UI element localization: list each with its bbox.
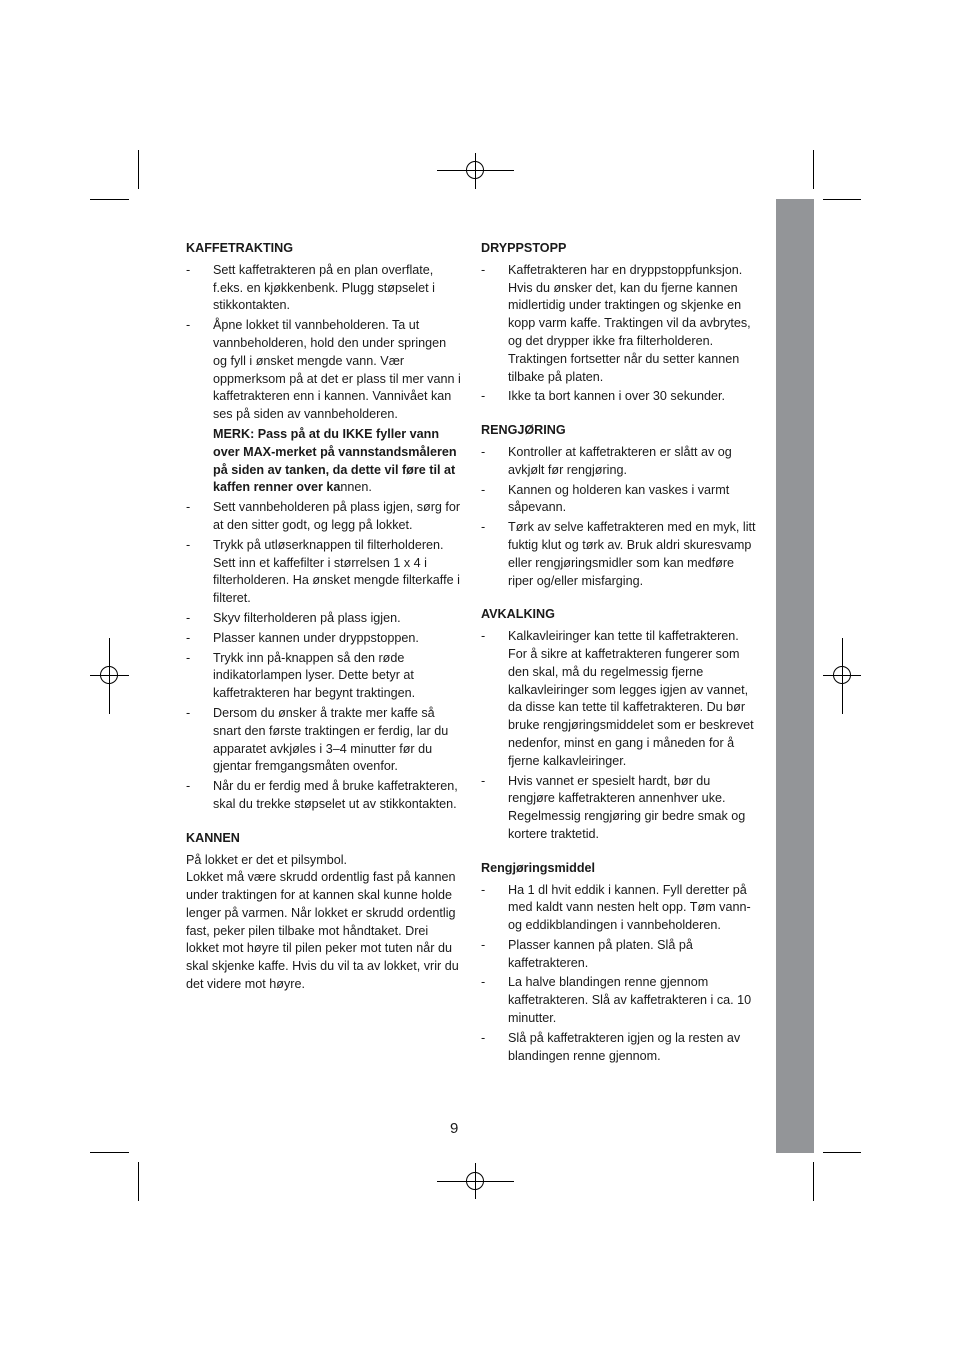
- list-item: - Tørk av selve kaffetrakteren med en myk, litt fuktig klut og tørk av. Bruk aldri skuresvamp eller rengjøringsmidler som kan medføre riper og/eller misfarging.: [481, 520, 756, 588]
- section-heading-kannen: KANNEN: [186, 830, 240, 845]
- section-heading-avkalking: AVKALKING: [481, 607, 555, 622]
- list-item: - Sett vannbeholderen på plass igjen, sørg for at den sitter godt, og legg på lokket.: [186, 500, 461, 532]
- list-item: - Kontroller at kaffetrakteren er slått av og avkjølt før rengjøring.: [481, 444, 732, 477]
- crop-mark: [90, 199, 129, 200]
- list-item: - Slå på kaffetrakteren igjen og la resten av blandingen renne gjennom.: [481, 1030, 741, 1063]
- list-rengjoringsmiddel: [481, 882, 756, 1066]
- crop-mark: [138, 1162, 139, 1201]
- page-number: 9: [450, 1120, 459, 1137]
- crop-mark: [138, 150, 139, 189]
- list-item: - Kannen og holderen kan vaskes i varmt såpevann.: [481, 482, 730, 515]
- crop-mark: [813, 150, 814, 189]
- crop-mark: [813, 1162, 814, 1201]
- section-heading-rengjoring: RENGJØRING: [481, 423, 566, 438]
- section-heading-rengjoringsmiddel: Rengjøringsmiddel: [481, 860, 596, 875]
- kannen-line1: På lokket er det et pilsymbol.: [186, 852, 347, 867]
- list-item: - Åpne lokket til vannbeholderen. Ta ut vannbeholderen, hold den under springen og fyll i ønsket mengde vann. Vær oppmerksom på at det er plass til mer vann i kaffetrakteren enn i kannen. Vannivået kan ses på siden av vannbeholderen.: [186, 318, 461, 422]
- list-item: - Hvis vannet er spesielt hardt, bør du rengjøre kaffetrakteren annenhver uke. Regelmessig rengjøring gir bedre smak og kortere traktetid.: [481, 773, 746, 841]
- crop-mark: [823, 1152, 861, 1153]
- list-kaffetrakting: [186, 262, 461, 424]
- list-item: - Kalkavleiringer kan tette til kaffetrakteren. For å sikre at kaffetrakteren fungerer som den skal, må du regelmessig fjerne kalkavleiringer som legges igjen av vannet, da disse kan tette til kaffetrakteren. Du bør bruke rengjøringsmiddelet som er beskrevet nedenfor, minst en gang i måneden for å fjerne kalkavleiringer.: [481, 629, 754, 768]
- list-kaffetrakting-2: [186, 499, 461, 814]
- list-item: - Plasser kannen under dryppstoppen.: [186, 630, 419, 645]
- list-item: - Plasser kannen på platen. Slå på kaffetrakteren.: [481, 937, 693, 970]
- list-item: - Dersom du ønsker å trakte mer kaffe så snart den første traktingen er ferdig, lar du apparatet avkjøles i 3–4 minutter før du gjentar fremgangsmåten ovenfor.: [186, 705, 449, 774]
- list-item: - Kaffetrakteren har en dryppstoppfunksjon. Hvis du ønsker det, kan du fjerne kannen midlertidig under traktingen og skjenke en kopp varm kaffe. Traktingen vil da avbrytes, og det drypper ikke fra filterholderen. Traktingen fortsetter når du setter kannen tilbake på platen.: [481, 262, 751, 384]
- section-heading-dryppstopp: DRYPPSTOPP: [481, 241, 567, 255]
- list-dryppstopp: [481, 262, 756, 406]
- crop-mark: [90, 1152, 129, 1153]
- list-rengjoring: [481, 444, 756, 590]
- list-item: - La halve blandingen renne gjennom kaffetrakteren. Slå av kaffetrakteren i ca. 10 minutter.: [481, 975, 752, 1026]
- list-item: - Trykk på utløserknappen til filterholderen. Sett inn et kaffefilter i størrelsen 1 x 4 i filterholderen. Ha ønsket mengde filterkaffe i filteret.: [186, 537, 460, 606]
- crop-mark: [823, 199, 861, 200]
- list-item: - Sett kaffetrakteren på en plan overflate, f.eks. en kjøkkenbenk. Plugg støpselet i stikkontakten.: [186, 262, 435, 313]
- left-column: [186, 240, 461, 994]
- list-item: - Skyv filterholderen på plass igjen.: [186, 610, 401, 625]
- right-column: [481, 240, 756, 1081]
- list-item: - Når du er ferdig med å bruke kaffetrakteren, skal du trekke støpselet ut av stikkontakten.: [186, 779, 458, 811]
- list-item: - Ha 1 dl hvit eddik i kannen. Fyll deretter på med kaldt vann nesten helt opp. Tøm vann- og eddikblandingen i vannbeholderen.: [481, 882, 751, 933]
- section-heading-kaffetrakting: KAFFETRAKTING: [186, 241, 294, 255]
- list-item: - Ikke ta bort kannen i over 30 sekunder.: [481, 389, 726, 404]
- side-tab: [776, 199, 814, 1153]
- kannen-text: Lokket må være skrudd ordentlig fast på kannen under traktingen for at kannen skal kunne holde lenger på varmen. Når lokket er skrudd ordentlig fast, peker pilen tilbake mot håndtaket. Drei lokket mot høyre til pilen peker mot tuten når du skal skjenke kaffe. Hvis du vil ta av lokket, vrir du det videre mot høyre.: [186, 870, 459, 992]
- list-avkalking: [481, 628, 756, 844]
- list-item: - Trykk inn på-knappen så den røde indikatorlampen lyser. Dette betyr at kaffetrakteren har begynt traktingen.: [186, 650, 416, 701]
- note-merk: MERK: Pass på at du IKKE fyller vann over MAX-merket på vannstandsmåleren på siden av tanken, da dette vil føre til at kaffen renner over kannen.: [213, 426, 457, 495]
